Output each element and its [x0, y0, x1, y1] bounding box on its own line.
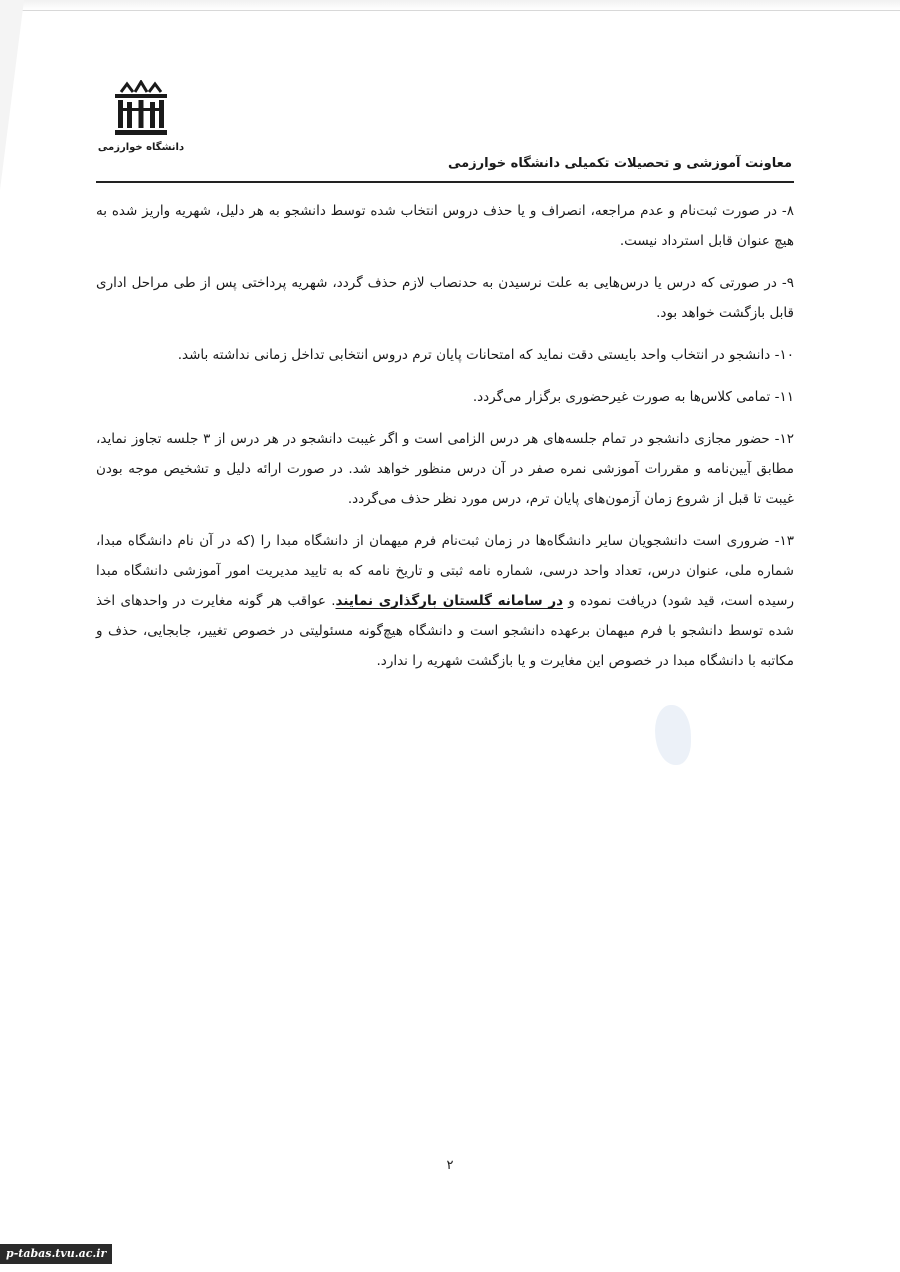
- rule-item-9: ۹- در صورتی که درس یا درس‌هایی به علت نرسیدن به حدنصاب لازم حذف گردد، شهریه پرداختی پس از طی مراحل اداری قابل بازگشت خواهد بود.: [96, 275, 794, 321]
- page-title: معاونت آموزشی و تحصیلات تکمیلی دانشگاه خوارزمی: [447, 156, 792, 171]
- header-divider: [96, 181, 794, 183]
- logo-caption: دانشگاه خوارزمی: [97, 142, 185, 153]
- rule-item-12: ۱۲- حضور مجازی دانشجو در تمام جلسه‌های هر درس الزامی است و اگر غیبت دانشجو در هر درس از ۳ جلسه تجاوز نماید، مطابق آیین‌نامه و مقررات آموزشی نمره صفر در آن درس منظور خواهد شد. در صورت ارائه دلیل و تشخیص موجه بودن غیبت تا قبل از شروع زمان آزمون‌های پایان ترم، درس مورد نظر حذف می‌گردد.: [96, 431, 794, 507]
- source-watermark-link[interactable]: p-tabas.tvu.ac.ir: [0, 1244, 112, 1264]
- rule-item-8: ۸- در صورت ثبت‌نام و عدم مراجعه، انصراف و یا حذف دروس انتخاب شده توسط دانشجو به هر دلیل، شهریه واریز شده به هیچ عنوان قابل استرداد نیست.: [96, 203, 794, 249]
- university-logo: [96, 80, 186, 153]
- rule-item-10: ۱۰- دانشجو در انتخاب واحد بایستی دقت نماید که امتحانات پایان ترم دروس انتخابی تداخل زمانی نداشته باشد.: [177, 347, 794, 363]
- document-body: [96, 196, 794, 688]
- rule-item-13: [96, 526, 794, 676]
- scan-corner-shadow: [0, 0, 24, 190]
- rule-item-13-part-2: . عواقب هر گونه مغایرت در واحدهای اخذ شده توسط دانشجو با فرم میهمان برعهده دانشجو است و دانشگاه هیچ‌گونه مسئولیتی در خصوص تغییر، جابجایی، حذف و مکاتبه با دانشگاه مبدا در خصوص این مغایرت و یا بازگشت شهریه را ندارد.: [96, 593, 794, 669]
- page-number: ۲: [446, 1158, 454, 1173]
- rule-item-11: ۱۱- تمامی کلاس‌ها به صورت غیرحضوری برگزار می‌گردد.: [472, 389, 794, 405]
- rule-item-13-part-1: ۱۳- ضروری است دانشجویان سایر دانشگاه‌ها در زمان ثبت‌نام فرم میهمان از دانشگاه مبدا را (که در آن نام دانشگاه مبدا، شماره ملی، عنوان درس، تعداد واحد درسی، شماره نامه ثبتی و تاریخ نامه که به تایید مدیریت امور آموزشی دانشگاه مبدا رسیده است، قید شود) دریافت نموده و: [96, 533, 794, 609]
- scan-top-edge: [0, 0, 900, 11]
- university-emblem-icon: [113, 80, 169, 140]
- faint-stamp-mark: [655, 705, 691, 765]
- rule-item-13-emphasis: در سامانه گلستان بارگذاری نمایند: [335, 593, 564, 609]
